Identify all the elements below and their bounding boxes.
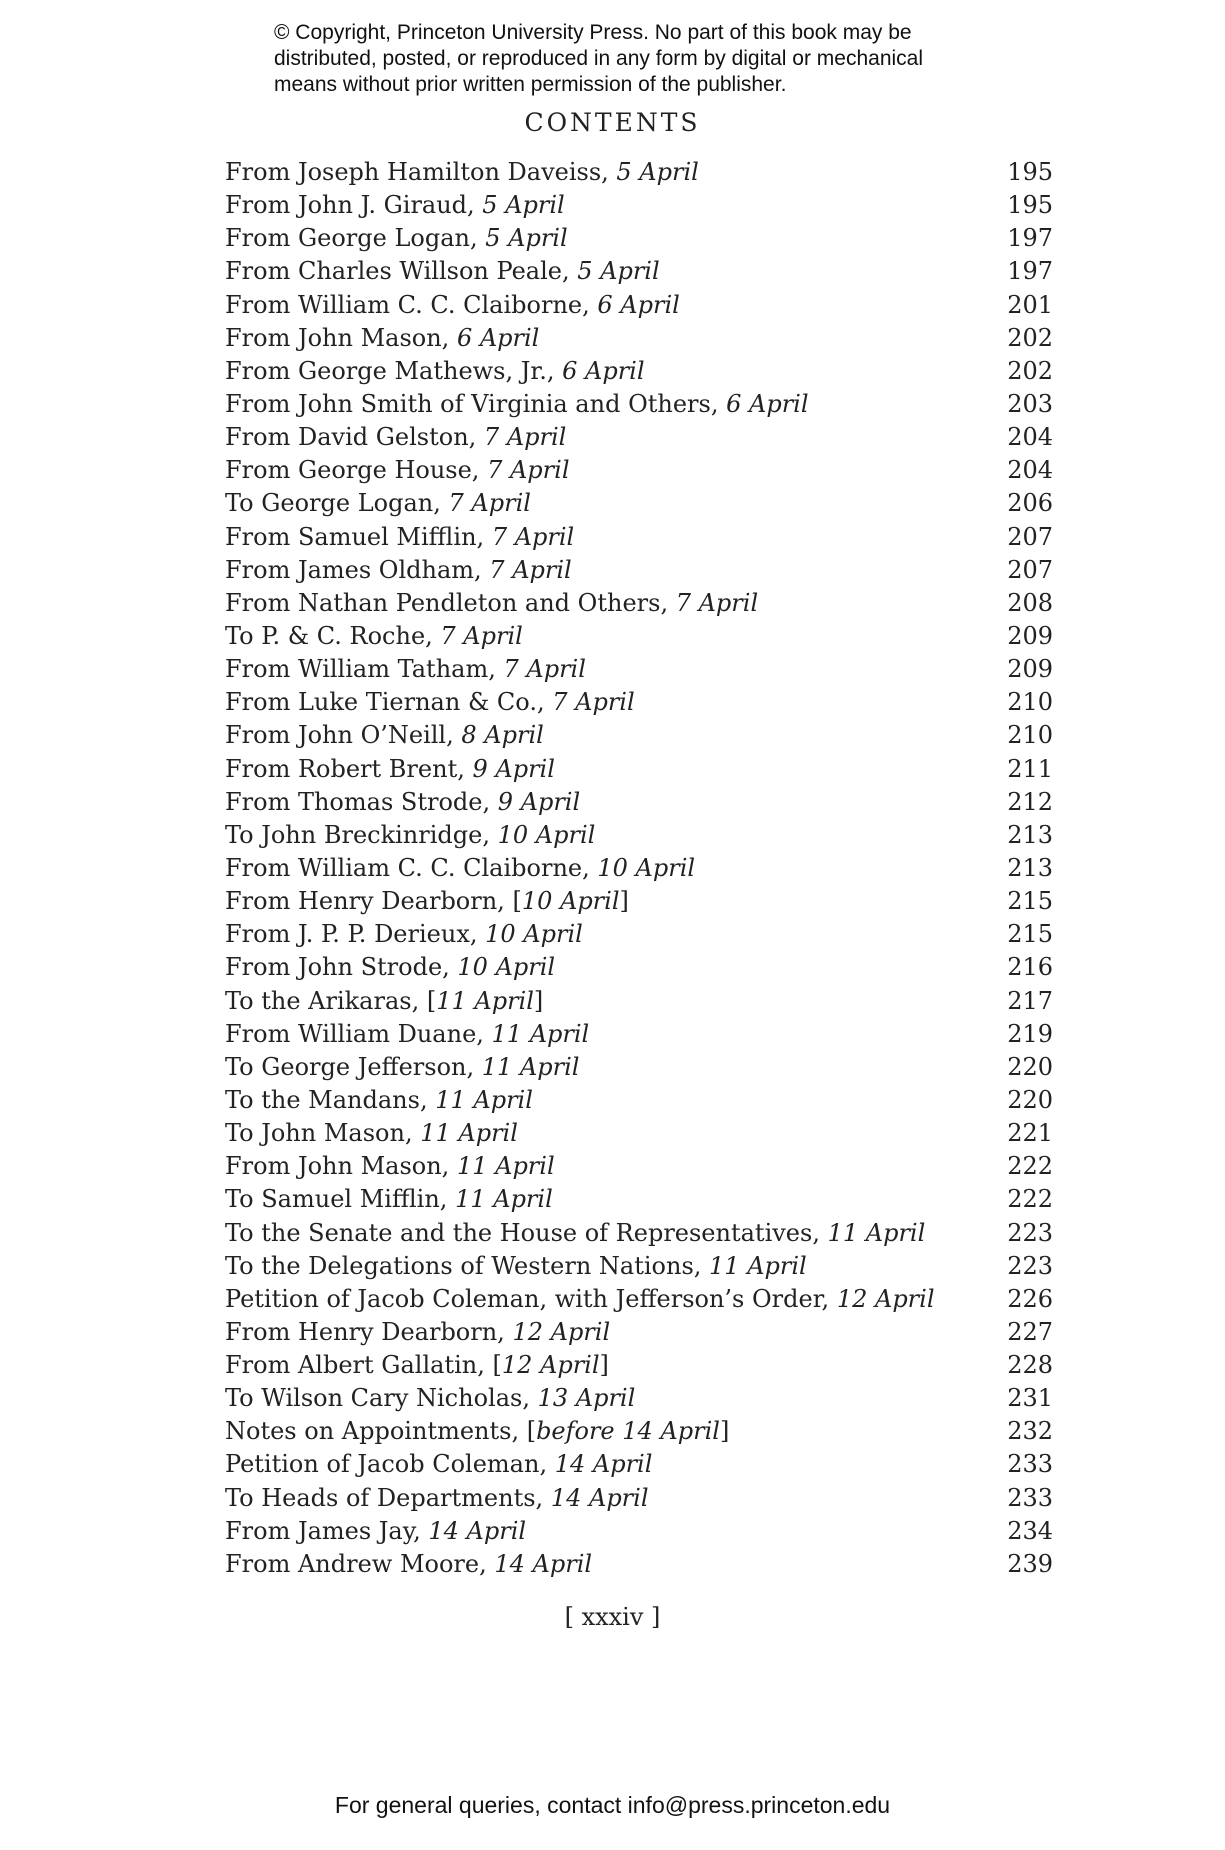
toc-entry — [225, 688, 1053, 721]
toc-entry-name: To John Breckinridge, — [225, 820, 498, 849]
toc-entry-title — [225, 821, 595, 849]
toc-entry-date: 10 April — [457, 953, 556, 982]
toc-entry-name: From William C. C. Claiborne, — [225, 290, 598, 319]
toc-entry-page: 239 — [1007, 1549, 1053, 1578]
toc-entry-page: 204 — [1007, 456, 1053, 485]
copyright-line: © Copyright, Princeton University Press. No part of this book may be — [274, 21, 912, 44]
toc-entry-date: 6 April — [597, 290, 680, 319]
toc-entry-page: 210 — [1007, 721, 1053, 750]
toc-entry-date: 7 April — [448, 489, 531, 518]
toc-entry-date: 10 April — [521, 887, 620, 916]
toc-entry-name: To John Mason, — [225, 1119, 421, 1148]
toc-entry-page: 202 — [1007, 323, 1053, 352]
toc-entry-title — [225, 1450, 652, 1478]
toc-entry-name: From J. P. P. Derieux, — [225, 920, 486, 949]
toc-entry-name: From William Duane, — [225, 1019, 492, 1048]
toc-entry-name: From James Oldham, — [225, 555, 490, 584]
toc-entry-date: 11 April — [491, 1019, 590, 1048]
toc-entry-page: 234 — [1007, 1516, 1053, 1545]
toc-entry — [225, 1152, 1053, 1185]
toc-entry-title — [225, 423, 566, 451]
toc-entry — [225, 953, 1053, 986]
toc-entry-name: To George Logan, — [225, 489, 449, 518]
toc-entry-name: To the Mandans, — [225, 1085, 436, 1114]
toc-entry-title — [225, 688, 635, 716]
toc-entry — [225, 622, 1053, 655]
toc-entry-date: 12 April — [836, 1284, 935, 1313]
toc-entry-date: 7 April — [491, 522, 575, 551]
toc-entry-name: From John Mason, — [225, 323, 457, 352]
toc-entry-date: 11 April — [456, 1152, 555, 1181]
toc-entry-date: 10 April — [485, 920, 583, 949]
toc-entry-name: From George Mathews, Jr., — [225, 356, 563, 385]
toc-entry-name: From Robert Brent, — [225, 754, 473, 783]
toc-entry-title — [225, 1351, 609, 1379]
toc-entry — [225, 589, 1053, 622]
toc-entry-page: 212 — [1007, 787, 1053, 816]
toc-entry-page: 227 — [1007, 1317, 1053, 1346]
toc-entry-page: 213 — [1007, 853, 1053, 882]
toc-entry-page: 215 — [1007, 920, 1053, 949]
toc-entry-page: 208 — [1007, 588, 1053, 617]
toc-entry-suffix: ] — [619, 887, 629, 916]
toc-entry-title — [225, 1318, 610, 1346]
toc-entry-page: 219 — [1007, 1019, 1053, 1048]
toc-entry — [225, 655, 1053, 688]
toc-entry-page: 222 — [1007, 1185, 1053, 1214]
toc-entry-name: From Albert Gallatin, [ — [225, 1351, 502, 1380]
copyright-line: means without prior written permission of the publisher. — [274, 73, 787, 96]
toc-entry — [225, 1185, 1053, 1218]
toc-entry — [225, 1285, 1053, 1318]
toc-entry-page: 210 — [1007, 688, 1053, 717]
toc-entry — [225, 1020, 1053, 1053]
toc-entry-title — [225, 257, 660, 285]
toc-entry — [225, 291, 1053, 324]
toc-entry-date: 12 April — [512, 1317, 611, 1346]
toc-entry-name: From John Strode, — [225, 953, 458, 982]
toc-entry-date: 12 April — [501, 1351, 600, 1380]
toc-entry-page: 197 — [1007, 224, 1053, 253]
toc-entry-title — [225, 987, 543, 1015]
toc-entry — [225, 1119, 1053, 1152]
toc-entry-name: From Charles Willson Peale, — [225, 257, 578, 286]
toc-entry-page: 213 — [1007, 820, 1053, 849]
toc-entry-name: From George House, — [225, 456, 488, 485]
toc-entry-title — [225, 1020, 589, 1048]
toc-entry-date: 9 April — [497, 787, 581, 816]
toc-entry-page: 216 — [1007, 953, 1053, 982]
toc-entry-page: 220 — [1007, 1052, 1053, 1081]
toc-entry-date: 6 April — [726, 389, 809, 418]
toc-entry-name: Petition of Jacob Coleman, with Jefferson’s Order, — [225, 1284, 837, 1313]
toc-entry-page: 220 — [1007, 1085, 1053, 1114]
toc-entry-name: To P. & C. Roche, — [225, 621, 441, 650]
toc-entry-title — [225, 357, 645, 385]
toc-entry — [225, 357, 1053, 390]
toc-entry-name: Notes on Appointments, [ — [225, 1417, 537, 1446]
toc-entry-name: To George Jefferson, — [225, 1052, 482, 1081]
toc-entry — [225, 1484, 1053, 1517]
toc-entry-page: 228 — [1007, 1351, 1053, 1380]
toc-entry-title — [225, 1219, 925, 1247]
toc-entry-page: 232 — [1007, 1417, 1053, 1446]
toc-entry-name: From Nathan Pendleton and Others, — [225, 588, 676, 617]
toc-entry-title — [225, 1152, 555, 1180]
toc-entry-name: From Henry Dearborn, [ — [225, 887, 522, 916]
toc-entry — [225, 224, 1053, 257]
toc-entry-title — [225, 1185, 553, 1213]
toc-entry-date: 7 April — [503, 655, 586, 684]
toc-entry-date: 5 April — [482, 191, 565, 220]
toc-entry-name: From James Jay, — [225, 1516, 429, 1545]
toc-entry-date: 11 April — [827, 1218, 926, 1247]
toc-entry — [225, 1219, 1053, 1252]
copyright-notice — [274, 20, 994, 98]
toc-entry-name: From Henry Dearborn, — [225, 1317, 513, 1346]
toc-entry-title — [225, 887, 629, 915]
contents-list — [225, 158, 1053, 1583]
toc-entry-page: 201 — [1007, 290, 1053, 319]
toc-entry — [225, 324, 1053, 357]
toc-entry-title — [225, 191, 565, 219]
toc-entry — [225, 788, 1053, 821]
toc-entry-page: 207 — [1007, 555, 1053, 584]
toc-entry — [225, 1417, 1053, 1450]
toc-entry-page: 195 — [1007, 191, 1053, 220]
toc-entry-page: 206 — [1007, 489, 1053, 518]
toc-entry-date: 5 April — [577, 257, 660, 286]
toc-entry — [225, 158, 1053, 191]
toc-entry — [225, 1517, 1053, 1550]
toc-entry-date: 7 April — [440, 621, 523, 650]
toc-entry-date: 6 April — [456, 323, 540, 352]
toc-entry-name: From William Tatham, — [225, 655, 504, 684]
toc-entry — [225, 523, 1053, 556]
toc-entry — [225, 1252, 1053, 1285]
toc-entry-page: 211 — [1007, 754, 1053, 783]
toc-entry-date: 11 April — [420, 1119, 518, 1148]
toc-entry-date: 7 April — [552, 688, 635, 717]
toc-entry — [225, 1351, 1053, 1384]
toc-entry-name: From George Logan, — [225, 224, 486, 253]
toc-entry-date: 8 April — [461, 721, 544, 750]
toc-entry-name: Petition of Jacob Coleman, — [225, 1450, 555, 1479]
toc-entry — [225, 1053, 1053, 1086]
toc-entry — [225, 987, 1053, 1020]
toc-entry — [225, 456, 1053, 489]
toc-entry — [225, 257, 1053, 290]
toc-entry-name: From John O’Neill, — [225, 721, 462, 750]
copyright-line: distributed, posted, or reproduced in any form by digital or mechanical — [274, 47, 924, 70]
toc-entry-name: From John J. Giraud, — [225, 191, 483, 220]
toc-entry-page: 197 — [1007, 257, 1053, 286]
toc-entry-name: From John Mason, — [225, 1152, 457, 1181]
toc-entry-title — [225, 1252, 807, 1280]
toc-entry-title — [225, 1517, 526, 1545]
toc-entry — [225, 390, 1053, 423]
toc-entry-title — [225, 589, 758, 617]
toc-entry-date: 6 April — [562, 356, 645, 385]
toc-entry-title — [225, 655, 586, 683]
toc-entry-page: 231 — [1007, 1384, 1053, 1413]
toc-entry — [225, 821, 1053, 854]
toc-entry-name: To Wilson Cary Nicholas, — [225, 1384, 538, 1413]
toc-entry-title — [225, 1484, 649, 1512]
toc-entry-title — [225, 1384, 635, 1412]
toc-entry-date: 11 April — [436, 986, 534, 1015]
toc-entry-name: From John Smith of Virginia and Others, — [225, 389, 727, 418]
toc-entry-title — [225, 291, 680, 319]
toc-entry-date: 11 April — [709, 1251, 807, 1280]
toc-entry-title — [225, 1550, 592, 1578]
toc-entry — [225, 1550, 1053, 1583]
toc-entry-date: 9 April — [472, 754, 555, 783]
toc-entry-title — [225, 489, 531, 517]
toc-entry-page: 221 — [1007, 1119, 1053, 1148]
toc-entry — [225, 191, 1053, 224]
toc-entry-page: 217 — [1007, 986, 1053, 1015]
toc-entry — [225, 489, 1053, 522]
toc-entry-date: 14 April — [554, 1450, 653, 1479]
toc-entry-date: 7 April — [489, 555, 572, 584]
toc-entry — [225, 920, 1053, 953]
toc-entry-page: 233 — [1007, 1450, 1053, 1479]
toc-entry-page: 209 — [1007, 655, 1053, 684]
toc-entry-name: From William C. C. Claiborne, — [225, 853, 598, 882]
toc-entry-title — [225, 1285, 935, 1313]
toc-entry-title — [225, 1417, 729, 1445]
toc-entry-title — [225, 1119, 518, 1147]
toc-entry-date: 11 April — [435, 1085, 533, 1114]
toc-entry-title — [225, 158, 699, 186]
toc-entry-title — [225, 755, 555, 783]
toc-entry-page: 203 — [1007, 389, 1053, 418]
toc-entry-page: 195 — [1007, 158, 1053, 186]
toc-entry — [225, 423, 1053, 456]
toc-entry-page: 223 — [1007, 1251, 1053, 1280]
toc-entry-name: From Thomas Strode, — [225, 787, 498, 816]
toc-entry-title — [225, 920, 583, 948]
toc-entry — [225, 887, 1053, 920]
toc-entry-page: 207 — [1007, 522, 1053, 551]
toc-entry — [225, 556, 1053, 589]
toc-entry-title — [225, 224, 568, 252]
toc-entry-page: 223 — [1007, 1218, 1053, 1247]
toc-entry-name: From Andrew Moore, — [225, 1549, 495, 1578]
page-number: [ xxxiv ] — [564, 1603, 661, 1631]
toc-entry-date: 14 April — [494, 1549, 593, 1578]
toc-entry-name: To the Senate and the House of Representatives, — [225, 1218, 828, 1247]
toc-entry-page: 233 — [1007, 1483, 1053, 1512]
toc-entry-date: 13 April — [537, 1384, 636, 1413]
toc-entry-date: 14 April — [428, 1516, 527, 1545]
toc-entry-date: 7 April — [483, 423, 567, 452]
toc-entry-date: before 14 April — [536, 1417, 720, 1446]
toc-entry-date: 10 April — [597, 853, 696, 882]
toc-entry-name: From Luke Tiernan & Co., — [225, 688, 553, 717]
toc-entry-page: 226 — [1007, 1284, 1053, 1313]
toc-entry-title — [225, 523, 574, 551]
page-heading: CONTENTS — [524, 108, 701, 137]
toc-entry — [225, 721, 1053, 754]
toc-entry-title — [225, 390, 809, 418]
toc-entry-title — [225, 456, 570, 484]
toc-entry-title — [225, 622, 523, 650]
toc-entry-date: 10 April — [497, 820, 596, 849]
toc-entry-title — [225, 1086, 533, 1114]
toc-entry-title — [225, 324, 539, 352]
toc-entry — [225, 1086, 1053, 1119]
toc-entry-name: From Joseph Hamilton Daveiss, — [225, 158, 617, 186]
toc-entry-suffix: ] — [599, 1351, 609, 1380]
toc-entry — [225, 755, 1053, 788]
toc-entry — [225, 1318, 1053, 1351]
toc-entry-page: 222 — [1007, 1152, 1053, 1181]
toc-entry-date: 11 April — [481, 1052, 580, 1081]
toc-entry-title — [225, 953, 555, 981]
toc-entry-date: 7 April — [487, 456, 570, 485]
toc-entry-date: 11 April — [455, 1185, 553, 1214]
toc-entry-name: To Samuel Mifflin, — [225, 1185, 456, 1214]
toc-entry-date: 14 April — [550, 1483, 649, 1512]
toc-entry — [225, 1384, 1053, 1417]
toc-entry-page: 204 — [1007, 423, 1053, 452]
toc-entry-date: 7 April — [675, 588, 759, 617]
toc-entry — [225, 854, 1053, 887]
toc-entry-name: From Samuel Mifflin, — [225, 522, 492, 551]
toc-entry-page: 209 — [1007, 621, 1053, 650]
toc-entry-title — [225, 788, 580, 816]
toc-entry-date: 5 April — [485, 224, 568, 253]
toc-entry-suffix: ] — [533, 986, 544, 1015]
toc-entry — [225, 1450, 1053, 1483]
toc-entry-suffix: ] — [719, 1417, 730, 1446]
toc-entry-page: 202 — [1007, 356, 1053, 385]
toc-entry-title — [225, 556, 572, 584]
toc-entry-title — [225, 721, 544, 749]
toc-entry-title — [225, 1053, 579, 1081]
toc-entry-date: 5 April — [616, 158, 699, 186]
toc-entry-name: To the Arikaras, [ — [225, 986, 437, 1015]
footer-contact: For general queries, contact info@press.princeton.edu — [334, 1792, 891, 1818]
toc-entry-name: To Heads of Departments, — [225, 1483, 551, 1512]
toc-entry-name: From David Gelston, — [225, 423, 484, 452]
toc-entry-page: 215 — [1007, 887, 1053, 916]
toc-entry-name: To the Delegations of Western Nations, — [225, 1251, 710, 1280]
toc-entry-title — [225, 854, 695, 882]
